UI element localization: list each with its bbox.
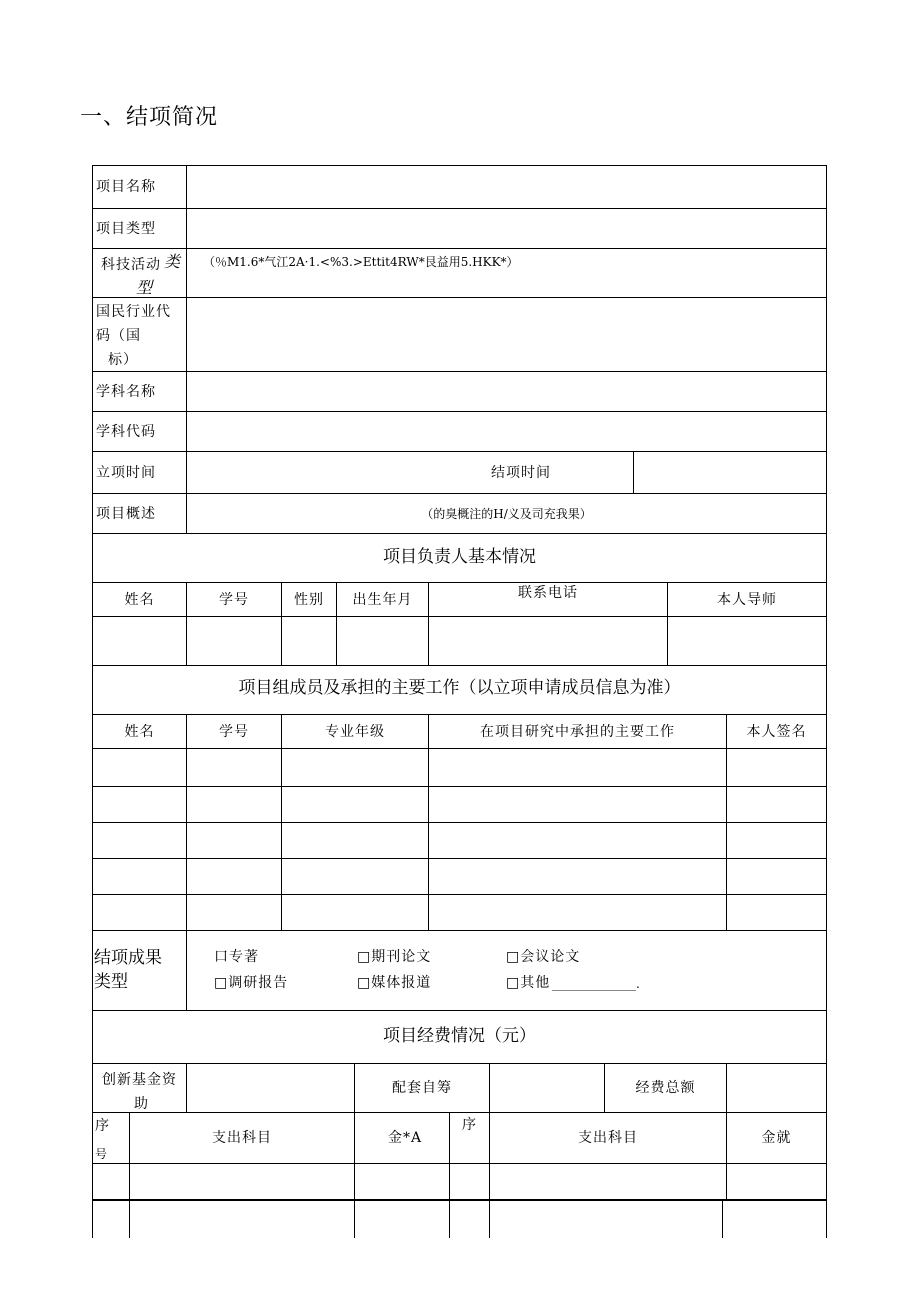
funding-self-label: 配套自筹 <box>392 1080 452 1096</box>
results-option-journal[interactable]: □期刊论文 <box>357 949 432 965</box>
label-industry-code-line1: 国民行业代 <box>96 304 171 320</box>
funding-innovation-label-2: 助 <box>134 1096 149 1112</box>
results-label-line2: 类型 <box>94 972 128 992</box>
funding-section-title: 项目经费情况（元） <box>383 1026 536 1046</box>
members-header-work: 在项目研究中承担的主要工作 <box>480 724 675 740</box>
label-end-time: 结项时间 <box>491 465 551 481</box>
expense-header-amount-left: 金*A <box>388 1130 423 1146</box>
leader-header-birth: 出生年月 <box>352 592 413 608</box>
results-option-monograph[interactable]: 口专著 <box>214 949 259 965</box>
leader-header-name: 姓名 <box>124 592 155 608</box>
members-header-name: 姓名 <box>124 724 155 740</box>
funding-total-label: 经费总额 <box>635 1080 696 1096</box>
results-option-report[interactable]: □调研报告 <box>214 975 289 991</box>
label-project-name: 项目名称 <box>96 179 156 195</box>
leader-header-gender: 性别 <box>294 592 324 608</box>
label-project-type: 项目类型 <box>96 221 156 237</box>
label-activity-type-part2a: 类 <box>164 252 182 271</box>
label-discipline-code: 学科代码 <box>96 424 156 440</box>
leader-header-student-id: 学号 <box>219 592 249 608</box>
results-option-other[interactable]: □其他 <box>506 975 551 991</box>
funding-innovation-label-1: 创新基金资 <box>102 1072 177 1088</box>
label-discipline-name: 学科名称 <box>96 384 156 400</box>
overview-field[interactable]: （的臭概注的H/义及司充我果） <box>421 507 592 521</box>
leader-header-phone: 联系电话 <box>518 585 578 601</box>
results-other-blank[interactable]: ______________. <box>552 977 640 991</box>
expense-header-amount-right: 金就 <box>761 1130 792 1146</box>
label-overview: 项目概述 <box>96 506 156 522</box>
label-start-time: 立项时间 <box>96 465 156 481</box>
label-activity-type-part2b: 型 <box>136 278 154 297</box>
leader-section-title: 项目负责人基本情况 <box>383 547 536 567</box>
expense-header-seq-left-2: 号 <box>95 1147 108 1161</box>
label-activity-type-part1: 科技活动 <box>101 257 161 273</box>
members-header-student-id: 学号 <box>219 724 249 740</box>
activity-type-field[interactable]: （％M1.6*气江2A·1.<%3.>Ettit4RW*艮益用5.HKK*） <box>203 255 519 269</box>
label-industry-code-line2: 码（国 <box>96 328 141 344</box>
expense-header-seq-left-1: 序 <box>95 1118 110 1134</box>
label-industry-code-line3: 标） <box>108 352 138 368</box>
members-header-signature: 本人签名 <box>746 724 807 740</box>
members-header-major: 专业年级 <box>325 724 385 740</box>
expense-header-item-right: 支出科目 <box>578 1130 638 1146</box>
members-section-title: 项目组成员及承担的主要工作（以立项申请成员信息为准） <box>238 678 681 698</box>
results-label-line1: 结项成果 <box>94 948 162 968</box>
expense-header-seq-right: 序 <box>462 1117 477 1133</box>
results-option-conference[interactable]: □会议论文 <box>506 949 581 965</box>
results-option-media[interactable]: □媒体报道 <box>357 975 432 991</box>
expense-header-item-left: 支出科目 <box>212 1130 272 1146</box>
leader-header-advisor: 本人导师 <box>717 592 777 608</box>
section-heading: 一、结项简况 <box>80 105 219 130</box>
